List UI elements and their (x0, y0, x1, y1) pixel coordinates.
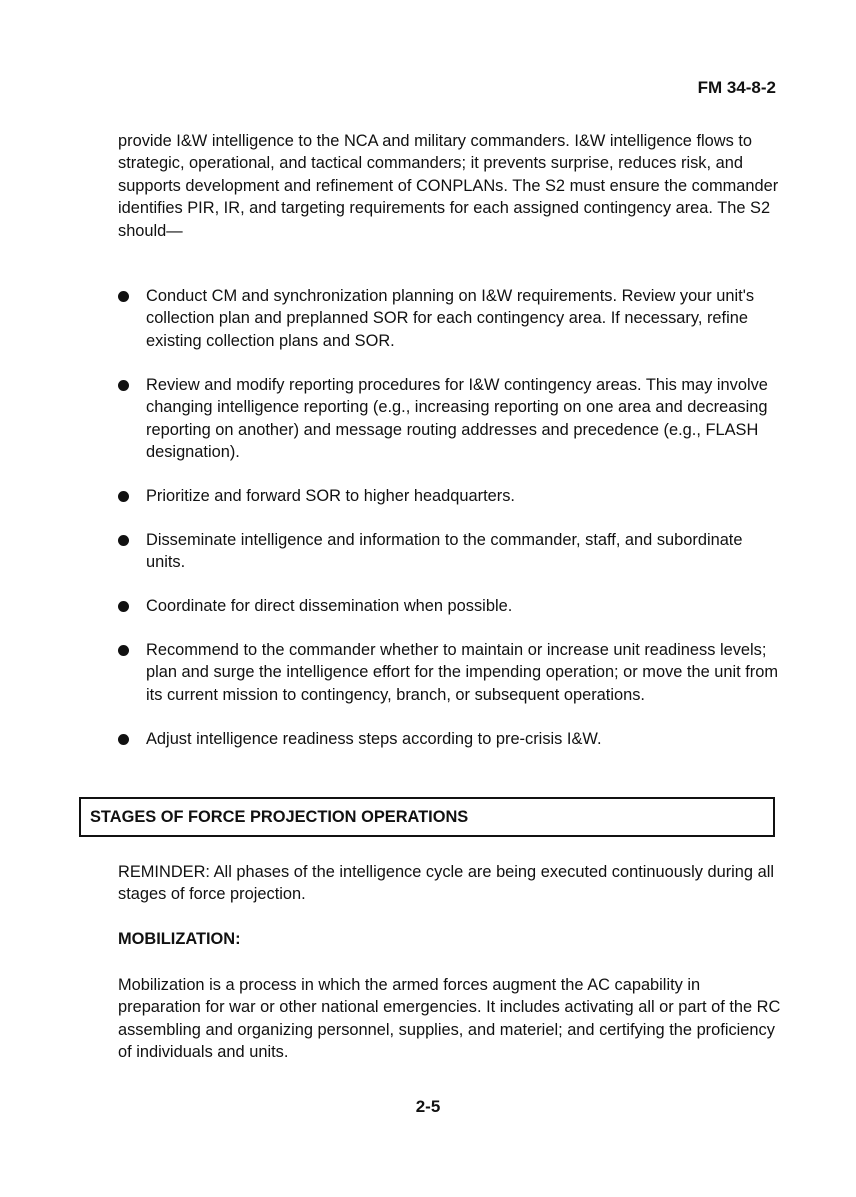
intro-paragraph: provide I&W intelligence to the NCA and military commanders. I&W intelligence flows to strategic, operational, and tactical commanders; it prevents surprise, reduces risk, and supports development and refinement of CONPLANs. The S2 must ensure the commander identifies PIR, IR, and targeting requirements for each assigned contingency area. The S2 should— (118, 132, 779, 240)
bullet-icon (118, 380, 129, 391)
list-item-text: Prioritize and forward SOR to higher headquarters. (146, 486, 515, 505)
reminder-paragraph: REMINDER: All phases of the intelligence cycle are being executed continuously during all stages of force projection. (118, 863, 774, 904)
section-heading: STAGES OF FORCE PROJECTION OPERATIONS (90, 808, 469, 826)
list-item-text: Conduct CM and synchronization planning on I&W requirements. Review your unit's collection plan and preplanned SOR for each contingency area. If necessary, refine existing collection plans and SOR. (146, 287, 755, 350)
list-item (118, 285, 784, 352)
list-item-text: Coordinate for direct dissemination when possible. (146, 597, 513, 616)
list-item (118, 595, 784, 617)
list-item-text: Recommend to the commander whether to maintain or increase unit readiness levels; plan and surge the intelligence effort for the impending operation; or move the unit from its current mission to contingency, branch, or subsequent operations. (146, 640, 779, 704)
mobilization-paragraph: Mobilization is a process in which the armed forces augment the AC capability in preparation for war or other national emergencies. It includes activating all or part of the RC assembling and organizing personnel, supplies, and materiel; and certifying the proficiency of individuals and units. (118, 976, 781, 1062)
bullet-icon (118, 491, 129, 502)
bullet-icon (118, 645, 129, 656)
list-item (118, 639, 784, 706)
bullet-icon (118, 734, 129, 745)
bullet-icon (118, 601, 129, 612)
mobilization-heading: MOBILIZATION: (118, 930, 241, 948)
list-item (118, 485, 784, 507)
section-heading-box (79, 797, 775, 837)
list-item (118, 374, 784, 464)
s2-task-list (118, 285, 784, 772)
document-id-header: FM 34-8-2 (697, 78, 776, 97)
bullet-icon (118, 535, 129, 546)
list-item (118, 728, 784, 750)
list-item (118, 529, 784, 574)
list-item-text: Review and modify reporting procedures for I&W contingency areas. This may involve changing intelligence reporting (e.g., increasing reporting on one area and decreasing reporting on another) and message routing addresses and precedence (e.g., FLASH designation). (146, 375, 768, 461)
list-item-text: Disseminate intelligence and information to the commander, staff, and subordinate units. (146, 530, 743, 572)
bullet-icon (118, 291, 129, 302)
page-number: 2-5 (415, 1097, 441, 1116)
list-item-text: Adjust intelligence readiness steps according to pre-crisis I&W. (146, 729, 602, 748)
